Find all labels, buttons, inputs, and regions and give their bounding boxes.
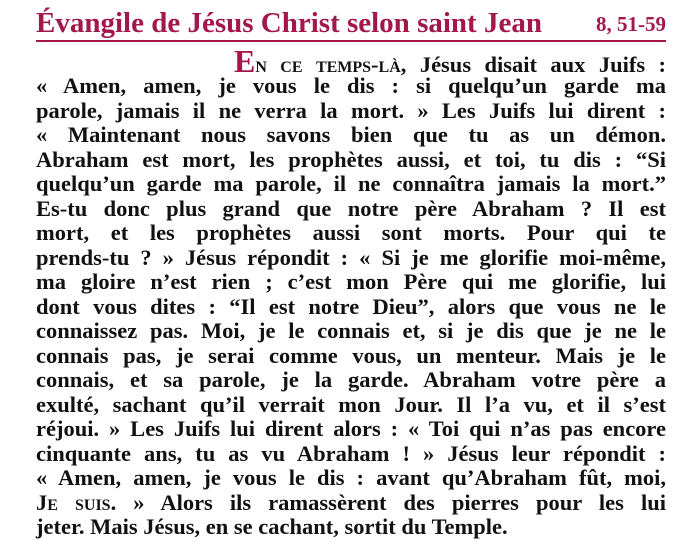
scripture-reference: 8, 51-59 <box>596 12 666 36</box>
passage-line: Es-tu donc plus grand que notre père Abraham ? Il est <box>36 195 666 221</box>
reading-header <box>36 6 666 42</box>
gospel-passage <box>36 43 666 540</box>
passage-line-opening <box>36 43 666 79</box>
passage-line: dont vous dites : “Il est notre Dieu”, alors que vous ne le <box>36 293 666 319</box>
passage-line: cinquante ans, tu as vu Abraham ! » Jésus leur répondit : <box>36 440 666 466</box>
passage-line: connaissez pas. Moi, je le connais et, si je dis que je ne le <box>36 318 666 343</box>
reading-title: Évangile de Jésus Christ selon saint Jean <box>36 7 542 39</box>
passage-line-final: jeter. Mais Jésus, en se cachant, sortit du Temple. <box>36 514 508 539</box>
passage-line-je-suis <box>36 491 666 516</box>
passage-line: ma gloire n’est rien ; c’est mon Père qui me glorifie, lui <box>36 269 666 294</box>
passage-line: prends-tu ? » Jésus répondit : « Si je me glorifie moi-même, <box>36 244 666 270</box>
passage-line: réjoui. » Les Juifs lui dirent alors : « Toi qui n’as pas encore <box>36 416 666 441</box>
passage-line: connais, et sa parole, je la garde. Abraham votre père a <box>36 367 666 392</box>
passage-line: parole, jamais il ne verra la mort. » Les Juifs lui dirent : <box>36 97 666 123</box>
drop-cap: E <box>234 43 256 79</box>
je-suis-text: » Alors ils ramassèrent des pierres pour les lui <box>116 489 666 515</box>
passage-line: Abraham est mort, les prophètes aussi, et toi, tu dis : “Si <box>36 146 666 172</box>
opening-text: Jésus disait aux Juifs : <box>406 52 666 77</box>
passage-line: mort, et les prophètes aussi sont morts. Pour qui te <box>36 220 666 245</box>
passage-line: « Maintenant nous savons bien que tu as un démon. <box>36 122 666 147</box>
passage-line: exulté, sachant qu’il verrait mon Jour. Il l’a vu, et il s’est <box>36 391 666 417</box>
opening-smallcaps: n ce temps-là, <box>255 52 407 77</box>
passage-line: connais pas, je serai comme vous, un menteur. Mais je le <box>36 342 666 368</box>
passage-line: « Amen, amen, je vous le dis : avant qu’Abraham fût, moi, <box>36 465 666 490</box>
passage-line: quelqu’un garde ma parole, il ne connaîtra jamais la mort.” <box>36 171 666 196</box>
je-suis-smallcaps: Je suis. <box>36 489 117 515</box>
passage-line: « Amen, amen, je vous le dis : si quelqu’un garde ma <box>36 73 666 98</box>
